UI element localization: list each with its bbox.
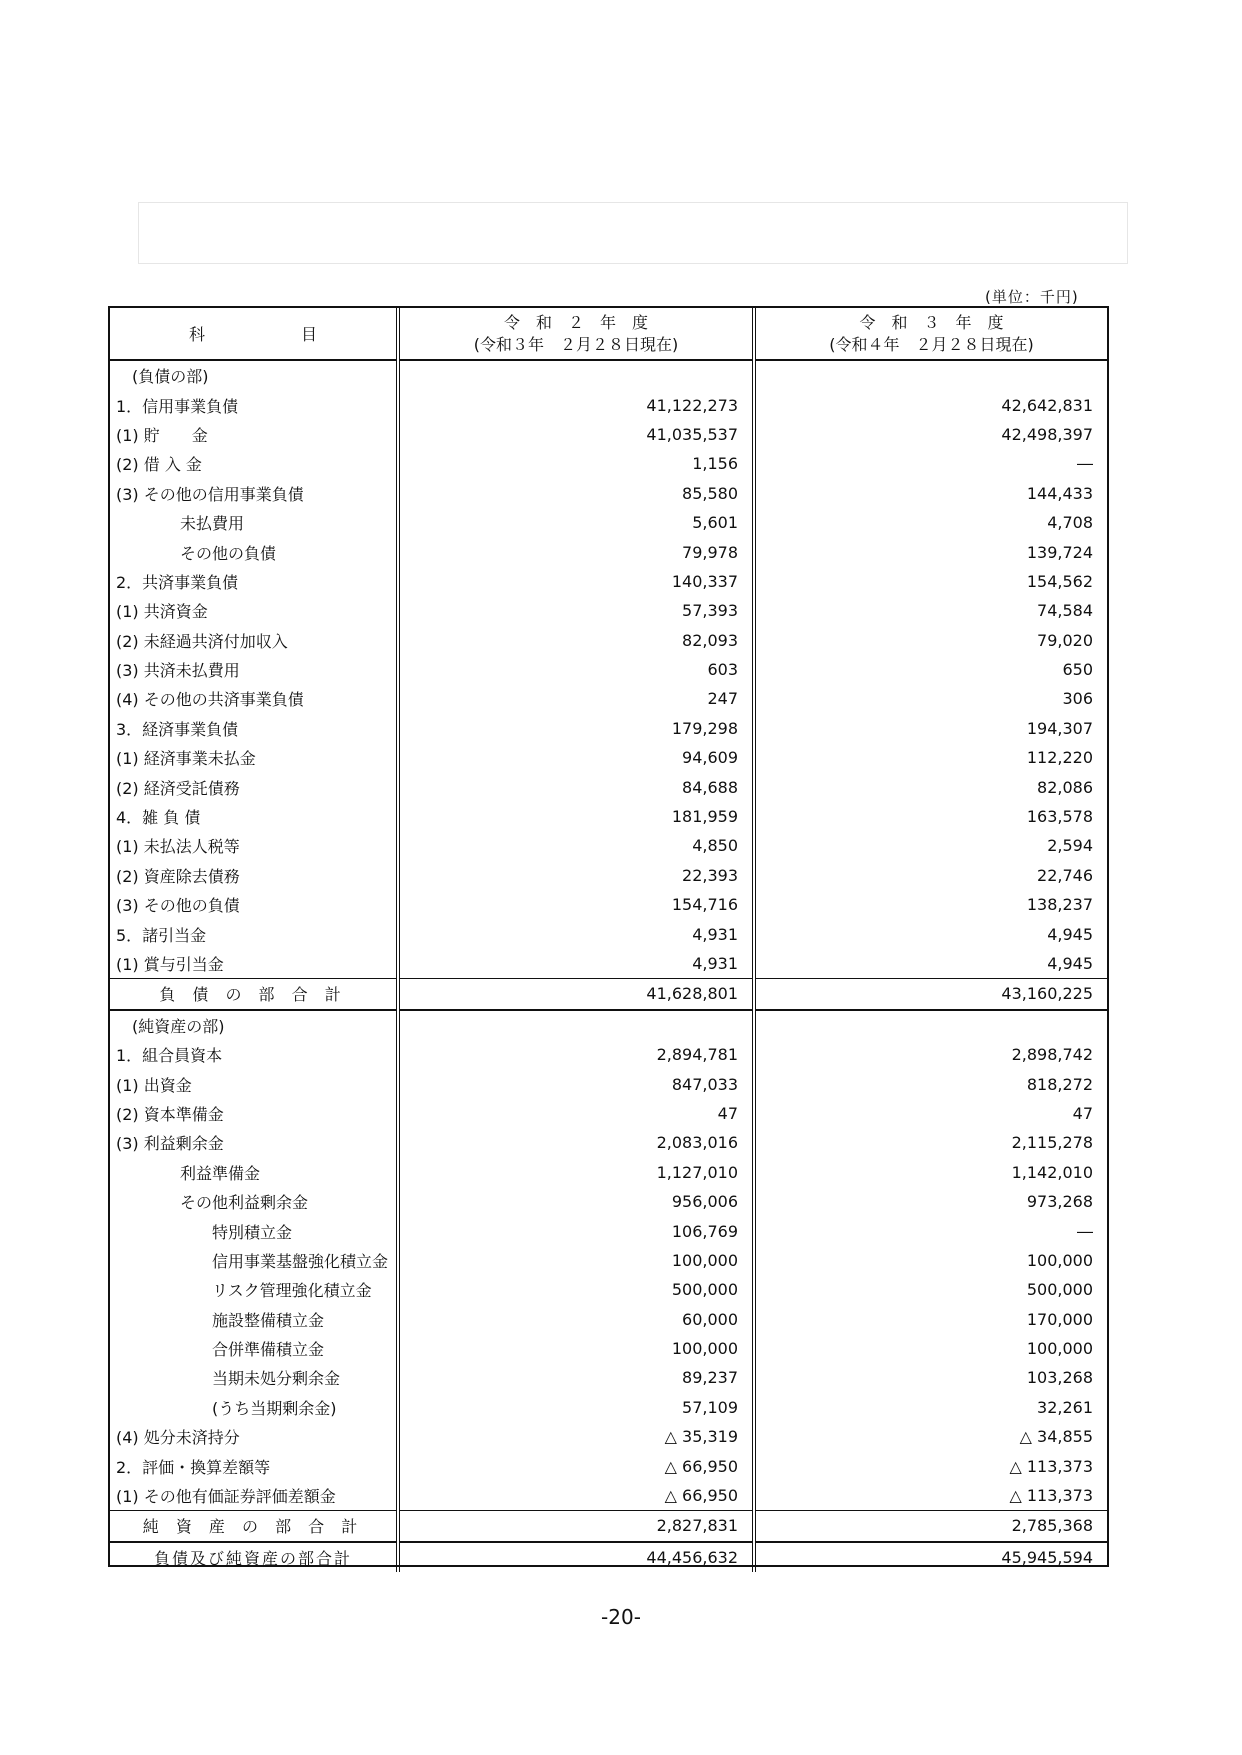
value-fy2021: 144,433 xyxy=(754,479,1107,508)
value-fy2020: 57,109 xyxy=(398,1393,754,1422)
value-fy2021 xyxy=(754,1010,1107,1040)
value-fy2020: 106,769 xyxy=(398,1216,754,1245)
value-fy2021: 100,000 xyxy=(754,1334,1107,1363)
row-label: (4) 処分未済持分 xyxy=(116,1428,240,1448)
table-row xyxy=(110,890,1107,919)
total-fy2020: 41,628,801 xyxy=(398,979,754,1010)
value-fy2020: 847,033 xyxy=(398,1069,754,1098)
row-label: (2) 資本準備金 xyxy=(116,1104,224,1124)
value-fy2021: 42,642,831 xyxy=(754,390,1107,419)
value-fy2021: 112,220 xyxy=(754,743,1107,772)
table-row xyxy=(110,1158,1107,1187)
table-row xyxy=(110,1128,1107,1157)
liabilities-total-row xyxy=(110,979,1107,1010)
table-row xyxy=(110,1363,1107,1392)
value-fy2020: 89,237 xyxy=(398,1363,754,1392)
grand-total-fy2020: 44,456,632 xyxy=(398,1542,754,1572)
value-fy2020: 4,931 xyxy=(398,919,754,948)
total-fy2021: 2,785,368 xyxy=(754,1511,1107,1542)
value-fy2021: 2,594 xyxy=(754,831,1107,860)
value-fy2021: 22,746 xyxy=(754,861,1107,890)
row-label: 1．組合員資本 xyxy=(116,1046,223,1066)
row-label: (3) 共済未払費用 xyxy=(116,661,240,681)
value-fy2021: △ 113,373 xyxy=(754,1451,1107,1480)
table-row xyxy=(110,684,1107,713)
value-fy2020: 603 xyxy=(398,655,754,684)
value-fy2020: 94,609 xyxy=(398,743,754,772)
value-fy2021: 818,272 xyxy=(754,1069,1107,1098)
value-fy2021: 500,000 xyxy=(754,1275,1107,1304)
row-label: (1) 賞与引当金 xyxy=(116,955,224,974)
row-label: (2) 借 入 金 xyxy=(116,455,202,475)
value-fy2020: 2,894,781 xyxy=(398,1040,754,1069)
row-label: 特別積立金 xyxy=(212,1222,293,1242)
table-row xyxy=(110,1334,1107,1363)
balance-sheet-liabilities-table xyxy=(108,306,1109,1567)
table-row xyxy=(110,1451,1107,1480)
row-label: (2) 経済受託債務 xyxy=(116,778,240,798)
header-fy2021-title: 令 和 ３ 年 度 xyxy=(859,312,1004,332)
value-fy2020: 500,000 xyxy=(398,1275,754,1304)
row-label: 1．信用事業負債 xyxy=(116,396,239,416)
table-row xyxy=(110,567,1107,596)
row-label: リスク管理強化積立金 xyxy=(212,1281,372,1301)
net-assets-total-row xyxy=(110,1511,1107,1542)
value-fy2020: 2,083,016 xyxy=(398,1128,754,1157)
header-fy2020-date: (令和３年 ２月２８日現在) xyxy=(473,334,679,354)
grand-total-fy2021: 45,945,594 xyxy=(754,1542,1107,1572)
row-label: 合併準備積立金 xyxy=(212,1340,325,1360)
value-fy2020: 956,006 xyxy=(398,1187,754,1216)
table-row xyxy=(110,1010,1107,1040)
value-fy2020: △ 35,319 xyxy=(398,1422,754,1451)
total-fy2020: 2,827,831 xyxy=(398,1511,754,1542)
value-fy2020: 57,393 xyxy=(398,596,754,625)
value-fy2021: 79,020 xyxy=(754,626,1107,655)
row-label: 2．評価・換算差額等 xyxy=(116,1457,271,1477)
row-label: 施設整備積立金 xyxy=(212,1310,325,1330)
value-fy2020: 154,716 xyxy=(398,890,754,919)
table-row xyxy=(110,1393,1107,1422)
value-fy2020: 247 xyxy=(398,684,754,713)
table-row xyxy=(110,1246,1107,1275)
value-fy2021: 650 xyxy=(754,655,1107,684)
value-fy2020: 22,393 xyxy=(398,861,754,890)
header-subject: 科 目 xyxy=(110,308,398,360)
grand-total-row xyxy=(110,1542,1107,1572)
section-heading: (負債の部) xyxy=(132,367,209,387)
header-fy2021 xyxy=(754,308,1107,360)
value-fy2020: 41,122,273 xyxy=(398,390,754,419)
value-fy2020: 140,337 xyxy=(398,567,754,596)
table-row xyxy=(110,831,1107,860)
row-label: 未払費用 xyxy=(180,514,245,534)
table-row xyxy=(110,861,1107,890)
table-row xyxy=(110,1481,1107,1511)
table-row xyxy=(110,390,1107,419)
page-number: -20- xyxy=(601,1605,641,1629)
value-fy2020: 1,156 xyxy=(398,449,754,478)
value-fy2020: 82,093 xyxy=(398,626,754,655)
table-row xyxy=(110,743,1107,772)
value-fy2020: 85,580 xyxy=(398,479,754,508)
row-label: 信用事業基盤強化積立金 xyxy=(212,1251,389,1271)
value-fy2021: 32,261 xyxy=(754,1393,1107,1422)
row-label: (4) その他の共済事業負債 xyxy=(116,690,304,710)
value-fy2021: ― xyxy=(754,449,1107,478)
row-label: 4．雑 負 債 xyxy=(116,808,201,828)
row-label: (うち当期剰余金) xyxy=(212,1398,337,1418)
value-fy2021: 4,945 xyxy=(754,919,1107,948)
table-row xyxy=(110,479,1107,508)
grand-total-label: 負債及び純資産の部合計 xyxy=(110,1542,398,1572)
table-row xyxy=(110,449,1107,478)
row-label: 3．経済事業負債 xyxy=(116,719,239,739)
table-row xyxy=(110,1216,1107,1245)
value-fy2021: 82,086 xyxy=(754,772,1107,801)
table-row xyxy=(110,1422,1107,1451)
value-fy2020: △ 66,950 xyxy=(398,1451,754,1480)
table-row xyxy=(110,508,1107,537)
value-fy2021: 194,307 xyxy=(754,714,1107,743)
table-row xyxy=(110,626,1107,655)
row-label: (1) 未払法人税等 xyxy=(116,837,240,857)
table-row xyxy=(110,802,1107,831)
row-label: その他利益剰余金 xyxy=(180,1193,309,1213)
table-row xyxy=(110,714,1107,743)
value-fy2020: 4,850 xyxy=(398,831,754,860)
value-fy2021: 170,000 xyxy=(754,1305,1107,1334)
row-label: (3) その他の負債 xyxy=(116,896,240,916)
row-label: 2．共済事業負債 xyxy=(116,572,239,592)
unit-label: (単位：千円) xyxy=(985,288,1079,306)
value-fy2021 xyxy=(754,360,1107,390)
row-label: 利益準備金 xyxy=(180,1163,261,1183)
row-label: (1) その他有価証券評価差額金 xyxy=(116,1487,336,1507)
table-row xyxy=(110,420,1107,449)
value-fy2020: 79,978 xyxy=(398,537,754,566)
total-label: 純 資 産 の 部 合 計 xyxy=(110,1511,398,1542)
value-fy2021: 154,562 xyxy=(754,567,1107,596)
value-fy2021: 100,000 xyxy=(754,1246,1107,1275)
value-fy2021: 139,724 xyxy=(754,537,1107,566)
section-heading: (純資産の部) xyxy=(132,1016,225,1036)
value-fy2020: 41,035,537 xyxy=(398,420,754,449)
value-fy2020: 100,000 xyxy=(398,1246,754,1275)
row-label: その他の負債 xyxy=(180,543,277,563)
table-row xyxy=(110,1040,1107,1069)
header-fy2020 xyxy=(398,308,754,360)
value-fy2020: 4,931 xyxy=(398,949,754,979)
row-label: 当期未処分剰余金 xyxy=(212,1369,341,1389)
table-row xyxy=(110,360,1107,390)
table-row xyxy=(110,596,1107,625)
total-label: 負 債 の 部 合 計 xyxy=(110,979,398,1010)
value-fy2020: 100,000 xyxy=(398,1334,754,1363)
value-fy2021: 973,268 xyxy=(754,1187,1107,1216)
table-row xyxy=(110,949,1107,979)
row-label: (2) 資産除去債務 xyxy=(116,866,240,886)
value-fy2020 xyxy=(398,1010,754,1040)
value-fy2020: 1,127,010 xyxy=(398,1158,754,1187)
value-fy2021: 2,115,278 xyxy=(754,1128,1107,1157)
value-fy2021: ― xyxy=(754,1216,1107,1245)
value-fy2021: 4,945 xyxy=(754,949,1107,979)
total-fy2021: 43,160,225 xyxy=(754,979,1107,1010)
table-header-row xyxy=(110,308,1107,360)
value-fy2021: 74,584 xyxy=(754,596,1107,625)
table-row xyxy=(110,655,1107,684)
value-fy2021: 103,268 xyxy=(754,1363,1107,1392)
row-label: (1) 出資金 xyxy=(116,1075,192,1095)
row-label: (2) 未経過共済付加収入 xyxy=(116,631,288,651)
value-fy2020: 5,601 xyxy=(398,508,754,537)
value-fy2021: 1,142,010 xyxy=(754,1158,1107,1187)
value-fy2021: △ 113,373 xyxy=(754,1481,1107,1511)
table-row xyxy=(110,1275,1107,1304)
row-label: (1) 経済事業未払金 xyxy=(116,749,256,769)
value-fy2020: 181,959 xyxy=(398,802,754,831)
bleed-through-table xyxy=(138,202,1128,264)
row-label: (1) 貯 金 xyxy=(116,425,208,445)
value-fy2021: 42,498,397 xyxy=(754,420,1107,449)
value-fy2021: 2,898,742 xyxy=(754,1040,1107,1069)
table-row xyxy=(110,772,1107,801)
value-fy2020: △ 66,950 xyxy=(398,1481,754,1511)
table-row xyxy=(110,1099,1107,1128)
header-fy2021-date: (令和４年 ２月２８日現在) xyxy=(829,334,1034,354)
value-fy2020: 179,298 xyxy=(398,714,754,743)
row-label: (3) 利益剰余金 xyxy=(116,1134,224,1154)
table-row xyxy=(110,1305,1107,1334)
table-row xyxy=(110,1069,1107,1098)
header-fy2020-title: 令 和 ２ 年 度 xyxy=(503,312,648,332)
row-label: (3) その他の信用事業負債 xyxy=(116,484,304,504)
table-row xyxy=(110,919,1107,948)
value-fy2020: 84,688 xyxy=(398,772,754,801)
table-row xyxy=(110,537,1107,566)
value-fy2020: 60,000 xyxy=(398,1305,754,1334)
row-label: (1) 共済資金 xyxy=(116,602,208,622)
value-fy2021: △ 34,855 xyxy=(754,1422,1107,1451)
value-fy2021: 163,578 xyxy=(754,802,1107,831)
value-fy2021: 4,708 xyxy=(754,508,1107,537)
value-fy2021: 138,237 xyxy=(754,890,1107,919)
value-fy2021: 306 xyxy=(754,684,1107,713)
row-label: 5．諸引当金 xyxy=(116,925,207,945)
value-fy2020 xyxy=(398,360,754,390)
value-fy2020: 47 xyxy=(398,1099,754,1128)
value-fy2021: 47 xyxy=(754,1099,1107,1128)
table-row xyxy=(110,1187,1107,1216)
